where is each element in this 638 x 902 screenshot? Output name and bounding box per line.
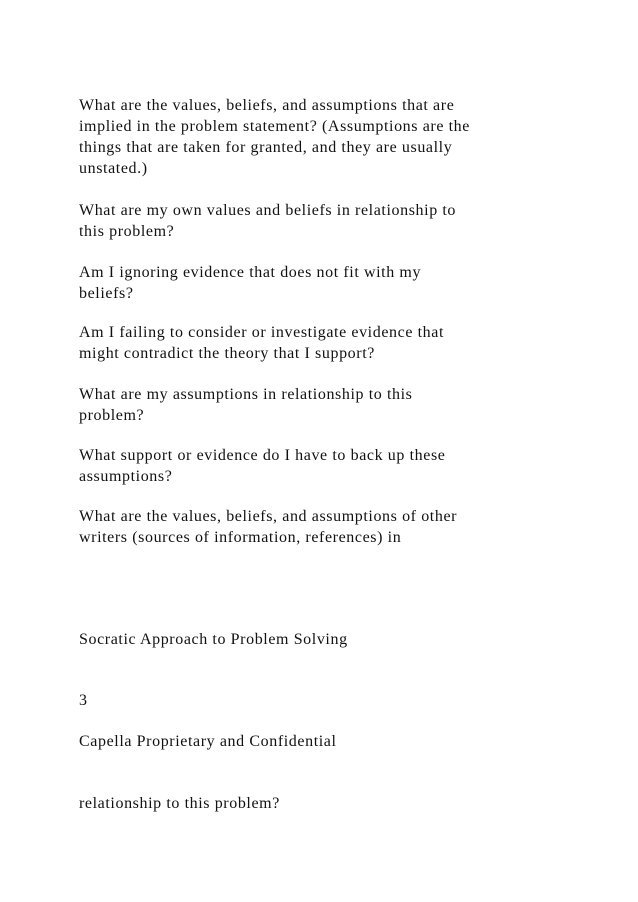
question-support-evidence: What support or evidence do I have to back up these assumptions? xyxy=(79,447,446,485)
continuation-text: relationship to this problem? xyxy=(79,795,280,812)
question-values-beliefs-assumptions: What are the values, beliefs, and assumptions that are implied in the problem statement? (Assumptions are the things that are taken for granted, and they are usually unstated.) xyxy=(79,97,470,177)
running-title: Socratic Approach to Problem Solving xyxy=(79,631,348,648)
confidential-notice: Capella Proprietary and Confidential xyxy=(79,733,337,750)
page-number: 3 xyxy=(79,692,88,709)
question-my-assumptions: What are my assumptions in relationship to this problem? xyxy=(79,386,413,424)
question-own-values: What are my own values and beliefs in relationship to this problem? xyxy=(79,202,457,240)
question-contradicting-evidence: Am I failing to consider or investigate evidence that might contradict the theory that I support? xyxy=(79,324,445,362)
question-other-writers: What are the values, beliefs, and assumptions of other writers (sources of information, references) in xyxy=(79,508,458,546)
question-ignoring-evidence: Am I ignoring evidence that does not fit with my beliefs? xyxy=(79,264,422,302)
